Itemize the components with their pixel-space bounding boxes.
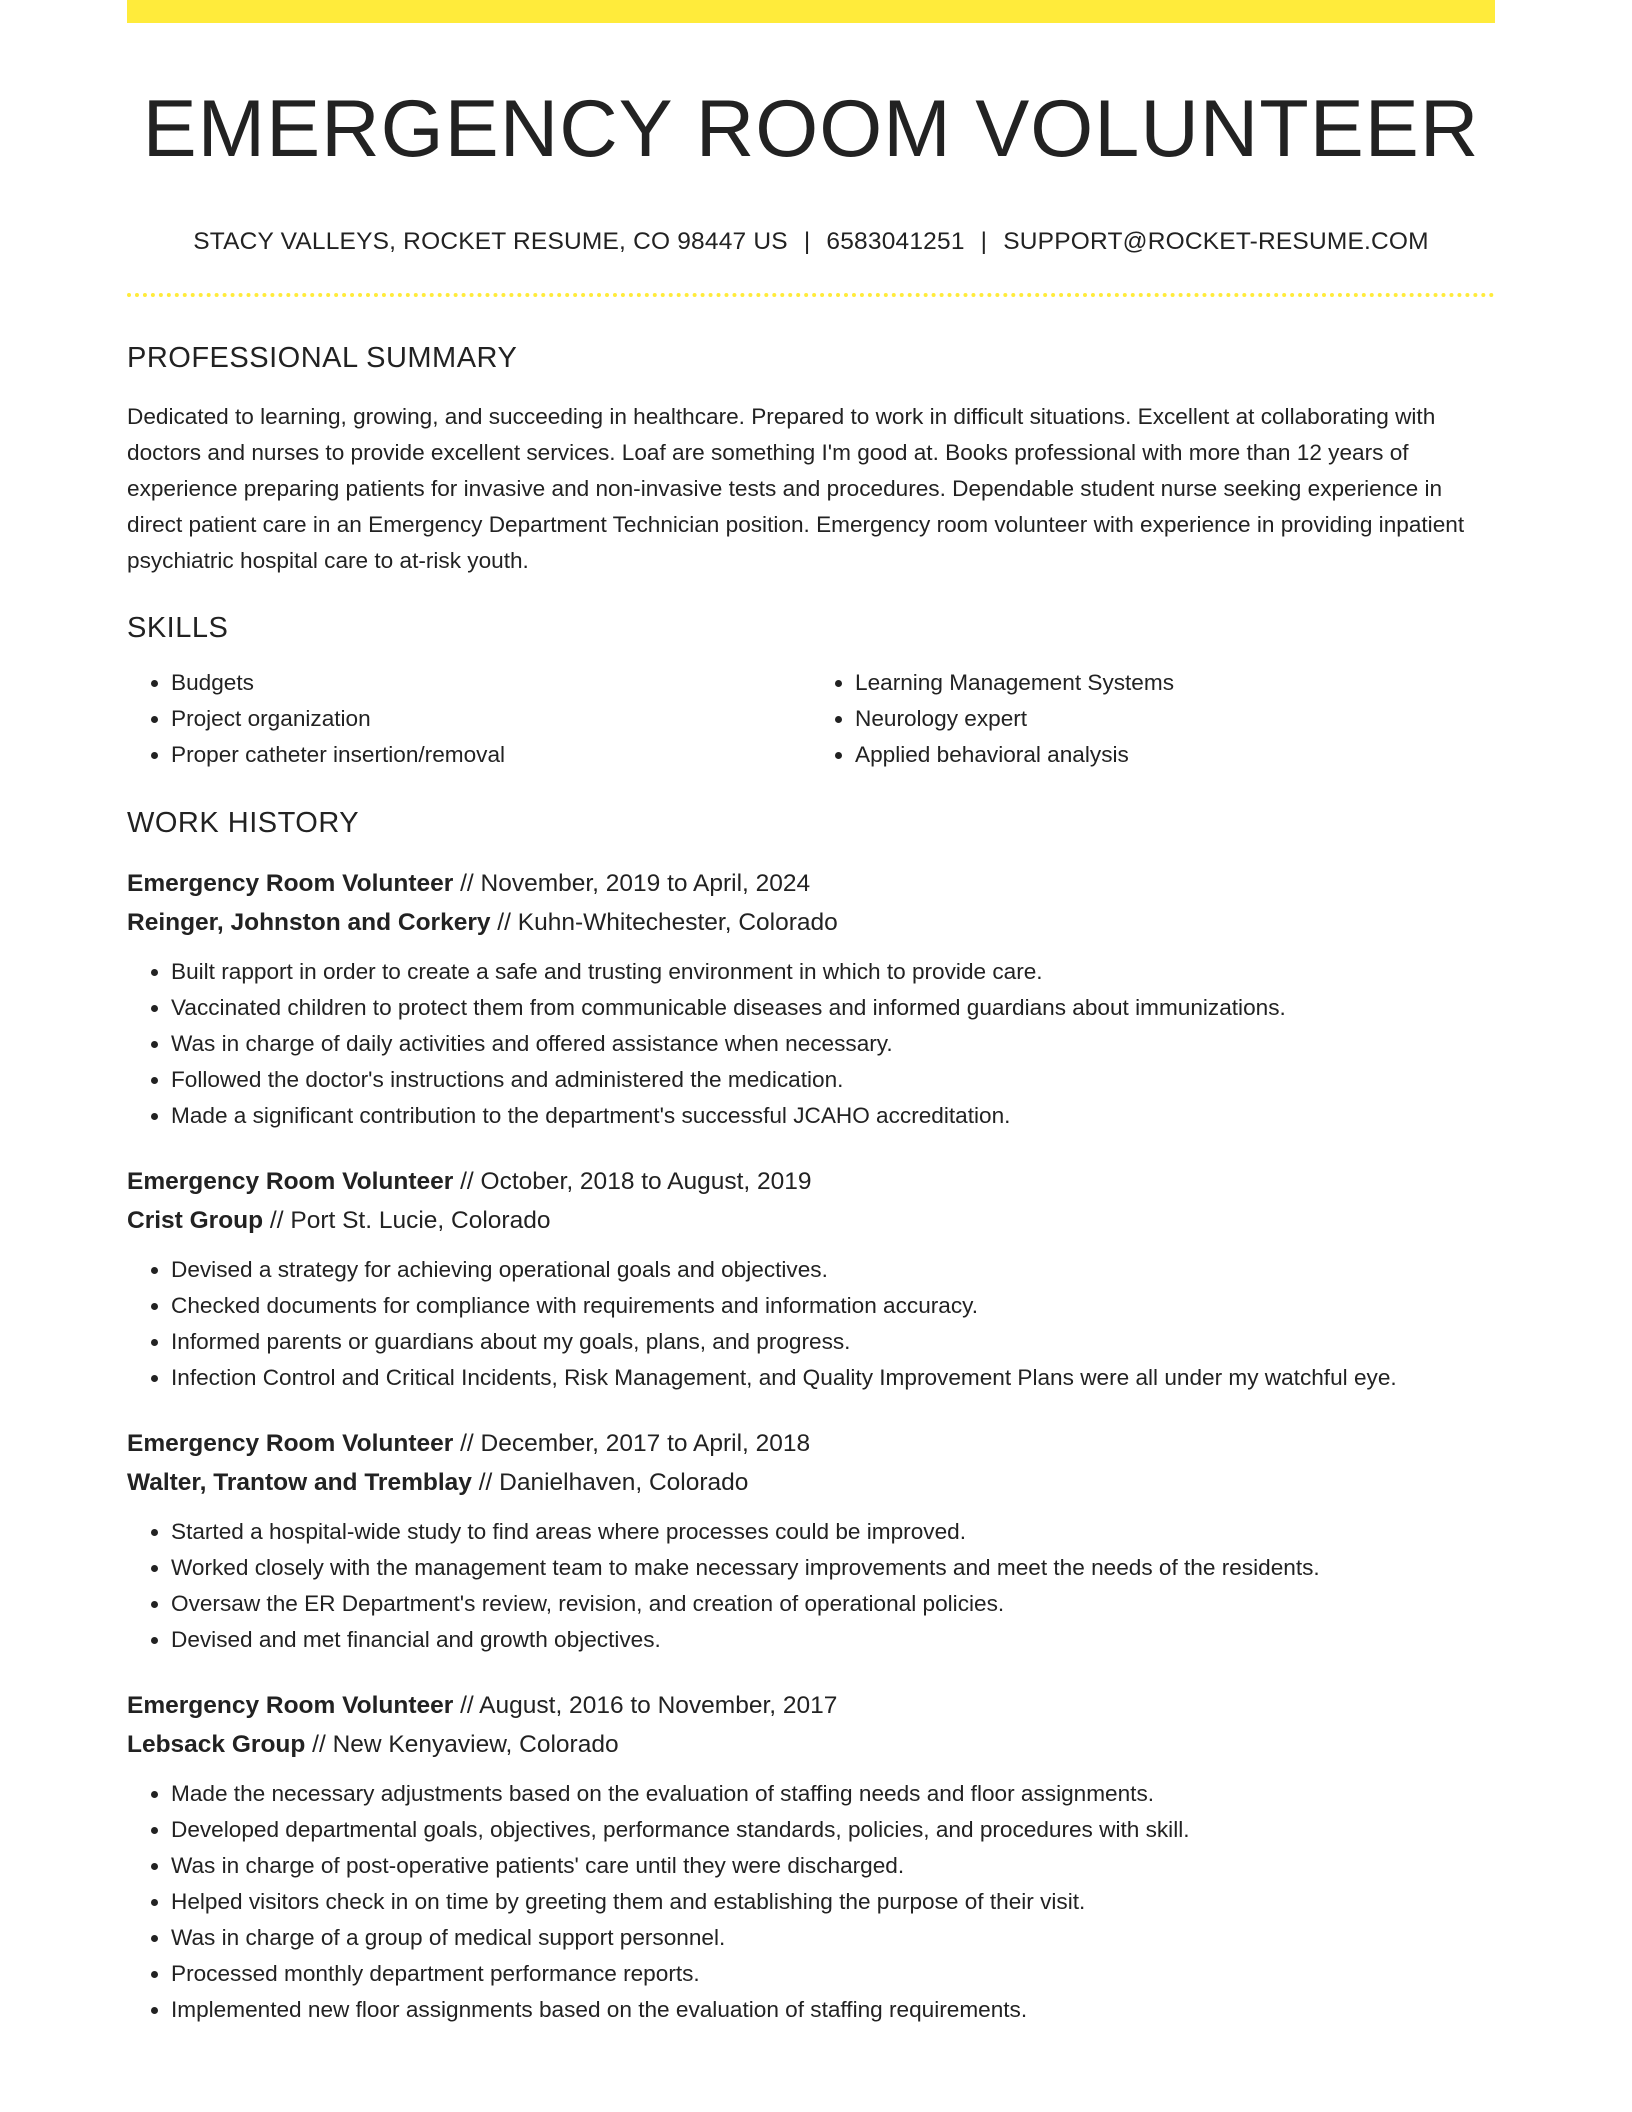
- job-location: // New Kenyaview, Colorado: [305, 1731, 619, 1759]
- skill-item: • Project organization: [171, 701, 811, 737]
- job-bullet: • Devised and met financial and growth objectives.: [171, 1622, 1495, 1658]
- job-title: Emergency Room Volunteer: [127, 1692, 454, 1720]
- job-company-line: [127, 1201, 1495, 1240]
- contact-line: [127, 228, 1495, 256]
- job-bullet: • Was in charge of daily activities and offered assistance when necessary.: [171, 1026, 1495, 1062]
- job-bullet: • Processed monthly department performance reports.: [171, 1956, 1495, 1992]
- job-title: Emergency Room Volunteer: [127, 1168, 454, 1196]
- job-bullet: • Was in charge of post-operative patients' care until they were discharged.: [171, 1848, 1495, 1884]
- contact-address: STACY VALLEYS, ROCKET RESUME, CO 98447 US: [193, 228, 788, 256]
- work-history-heading: WORK HISTORY: [127, 807, 360, 840]
- accent-bar: [127, 0, 1495, 23]
- job-entry: [127, 1162, 1495, 1396]
- job-company-line: [127, 1725, 1495, 1764]
- job-dates: // December, 2017 to April, 2018: [453, 1430, 811, 1458]
- job-bullet: • Built rapport in order to create a safe and trusting environment in which to provide care.: [171, 954, 1495, 990]
- skill-item: • Neurology expert: [855, 701, 1495, 737]
- job-title-line: [127, 1686, 1495, 1725]
- job-dates: // August, 2016 to November, 2017: [453, 1692, 838, 1720]
- resume-title: EMERGENCY ROOM VOLUNTEER: [142, 84, 1480, 174]
- summary-text: Dedicated to learning, growing, and succeeding in healthcare. Prepared to work in difficult situations. Excellent at collaborating with doctors and nurses to provide excellent services. Loaf are something I'm good at. Books professional with more than 12 years of experience preparing patients for invasive and non-invasive tests and procedures. Dependable student nurse seeking experience in direct patient care in an Emergency Department Technician position. Emergency room volunteer with experience in providing inpatient psychiatric hospital care to at-risk youth.: [127, 404, 1465, 574]
- job-bullet: • Infection Control and Critical Incidents, Risk Management, and Quality Improvement Plans were all under my watchful eye.: [171, 1360, 1495, 1396]
- job-bullet: • Followed the doctor's instructions and administered the medication.: [171, 1062, 1495, 1098]
- job-location: // Kuhn-Whitechester, Colorado: [490, 909, 838, 937]
- job-dates: // November, 2019 to April, 2024: [453, 870, 811, 898]
- skills-column-left: [127, 665, 811, 773]
- contact-separator: |: [980, 228, 988, 256]
- contact-email: SUPPORT@ROCKET-RESUME.COM: [1003, 228, 1429, 256]
- job-company-line: [127, 903, 1495, 942]
- skills-heading: SKILLS: [127, 612, 229, 645]
- job-title-line: [127, 864, 1495, 903]
- resume-page: [127, 0, 1495, 2028]
- job-bullet: • Made a significant contribution to the department's successful JCAHO accreditation.: [171, 1098, 1495, 1134]
- contact-separator: |: [803, 228, 811, 256]
- job-title-line: [127, 1424, 1495, 1463]
- job-company: Lebsack Group: [127, 1731, 306, 1759]
- skill-item: • Applied behavioral analysis: [855, 737, 1495, 773]
- job-bullets: [127, 1514, 1495, 1658]
- job-bullet: • Vaccinated children to protect them from communicable diseases and informed guardians about immunizations.: [171, 990, 1495, 1026]
- job-bullet: • Devised a strategy for achieving operational goals and objectives.: [171, 1252, 1495, 1288]
- job-bullet: • Started a hospital-wide study to find areas where processes could be improved.: [171, 1514, 1495, 1550]
- job-bullet: • Worked closely with the management team to make necessary improvements and meet the needs of the residents.: [171, 1550, 1495, 1586]
- job-bullet: • Oversaw the ER Department's review, revision, and creation of operational policies.: [171, 1586, 1495, 1622]
- job-bullet: • Made the necessary adjustments based on the evaluation of staffing needs and floor assignments.: [171, 1776, 1495, 1812]
- job-title-line: [127, 1162, 1495, 1201]
- job-company-line: [127, 1463, 1495, 1502]
- job-bullets: [127, 954, 1495, 1134]
- job-bullet: • Developed departmental goals, objectives, performance standards, policies, and procedures with skill.: [171, 1812, 1495, 1848]
- summary-heading: PROFESSIONAL SUMMARY: [127, 342, 518, 375]
- job-bullet: • Helped visitors check in on time by greeting them and establishing the purpose of their visit.: [171, 1884, 1495, 1920]
- job-entry: [127, 1424, 1495, 1658]
- contact-phone: 6583041251: [826, 228, 965, 256]
- job-entry: [127, 1686, 1495, 2028]
- skills-list: [127, 665, 1495, 773]
- skill-item: • Proper catheter insertion/removal: [171, 737, 811, 773]
- skill-item: • Budgets: [171, 665, 811, 701]
- job-bullet: • Checked documents for compliance with requirements and information accuracy.: [171, 1288, 1495, 1324]
- job-entry: [127, 864, 1495, 1134]
- job-dates: // October, 2018 to August, 2019: [453, 1168, 812, 1196]
- job-bullets: [127, 1252, 1495, 1396]
- job-title: Emergency Room Volunteer: [127, 870, 454, 898]
- skills-column-right: [811, 665, 1495, 773]
- job-company: Reinger, Johnston and Corkery: [127, 909, 491, 937]
- job-bullet: • Implemented new floor assignments based on the evaluation of staffing requirements.: [171, 1992, 1495, 2028]
- job-location: // Port St. Lucie, Colorado: [263, 1207, 551, 1235]
- job-bullet: • Was in charge of a group of medical support personnel.: [171, 1920, 1495, 1956]
- dotted-divider: [127, 293, 1495, 297]
- job-title: Emergency Room Volunteer: [127, 1430, 454, 1458]
- job-bullet: • Informed parents or guardians about my goals, plans, and progress.: [171, 1324, 1495, 1360]
- job-company: Crist Group: [127, 1207, 264, 1235]
- job-location: // Danielhaven, Colorado: [471, 1469, 749, 1497]
- job-company: Walter, Trantow and Tremblay: [127, 1469, 472, 1497]
- skill-item: • Learning Management Systems: [855, 665, 1495, 701]
- job-bullets: [127, 1776, 1495, 2028]
